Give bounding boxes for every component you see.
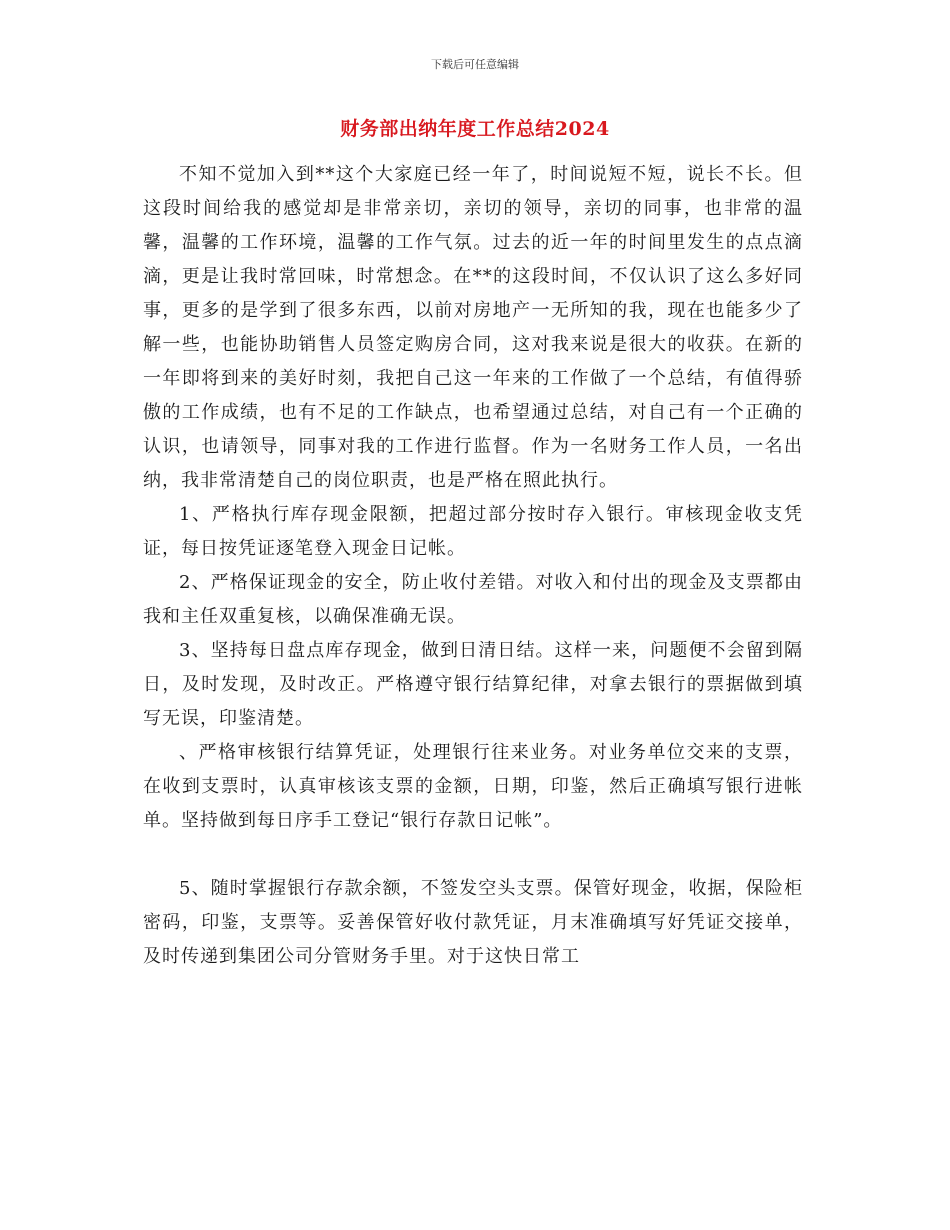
paragraph-intro: 不知不觉加入到**这个大家庭已经一年了，时间说短不短，说长不长。但这段时间给我的感觉却是非常亲切，亲切的领导，亲切的同事，也非常的温馨，温馨的工作环境，温馨的工作气氛。过去的近一年的时间里发生的点点滴滴，更是让我时常回味，时常想念。在**的这段时间，不仅认识了这么多好同事，更多的是学到了很多东西，以前对房地产一无所知的我，现在也能多少了解一些，也能协助销售人员签定购房合同，这对我来说是很大的收获。在新的一年即将到来的美好时刻，我把自己这一年来的工作做了一个总结，有值得骄傲的工作成绩，也有不足的工作缺点，也希望通过总结，对自己有一个正确的认识，也请领导，同事对我的工作进行监督。作为一名财务工作人员，一名出纳，我非常清楚自己的岗位职责，也是严格在照此执行。	[143, 164, 803, 491]
header-note: 下载后可任意编辑	[431, 58, 519, 71]
paragraph-item-2: 2、严格保证现金的安全，防止收付差错。对收入和付出的现金及支票都由我和主任双重复核，以确保准确无误。	[143, 572, 803, 627]
paragraph-item-4: 、严格审核银行结算凭证，处理银行往来业务。对业务单位交来的支票，在收到支票时，认真审核该支票的金额，日期，印鉴，然后正确填写银行进帐单。坚持做到每日序手工登记“银行存款日记帐”。	[143, 742, 803, 831]
paragraph-item-1: 1、严格执行库存现金限额，把超过部分按时存入银行。审核现金收支凭证，每日按凭证逐笔登入现金日记帐。	[143, 504, 803, 559]
paragraph-item-3: 3、坚持每日盘点库存现金，做到日清日结。这样一来，问题便不会留到隔日，及时发现，及时改正。严格遵守银行结算纪律，对拿去银行的票据做到填写无误，印鉴清楚。	[143, 640, 803, 729]
document-body	[143, 158, 803, 974]
document-title: 财务部出纳年度工作总结2024	[340, 118, 610, 140]
paragraph-item-5: 5、随时掌握银行存款余额，不签发空头支票。保管好现金，收据，保险柜密码，印鉴，支票等。妥善保管好收付款凭证，月末准确填写好凭证交接单，及时传递到集团公司分管财务手里。对于这快日常工	[143, 878, 803, 967]
